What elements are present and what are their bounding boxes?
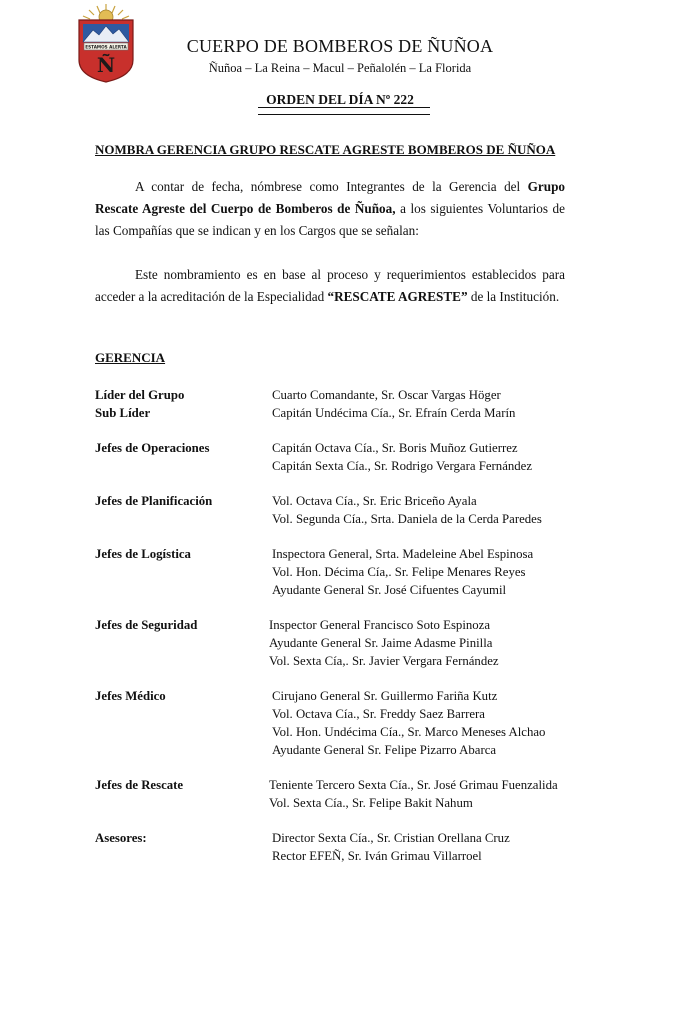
paragraph-appointment [95, 176, 565, 242]
role-label: Jefes de Operaciones [95, 441, 210, 455]
role-names [272, 386, 501, 404]
paragraph-appointment-text-c: a los siguientes Voluntarios de las Compañías que se indican y en los Cargos que se señalan: [95, 201, 566, 238]
role-member: Vol. Hon. Undécima Cía., Sr. Marco Meneses Alchao [272, 725, 546, 739]
role-row [95, 776, 595, 812]
role-row [95, 545, 595, 599]
paragraph-appointment-text-a: A contar de fecha, nómbrese como Integrantes de la Gerencia del [135, 179, 528, 194]
role-names [269, 616, 499, 670]
role-row [95, 829, 595, 865]
roster-list [95, 386, 595, 882]
role-member: Capitán Undécima Cía., Sr. Efraín Cerda Marín [272, 406, 516, 420]
role-label: Sub Líder [95, 406, 151, 420]
role-row [95, 492, 595, 528]
role-names [269, 776, 558, 812]
paragraph-basis-bold: “RESCATE AGRESTE” [327, 289, 468, 304]
role-label: Jefes Médico [95, 689, 166, 703]
role-row [95, 687, 595, 759]
order-title: ORDEN DEL DÍA Nº 222 [266, 92, 414, 107]
bomberos-nunoa-logo [75, 2, 137, 84]
role-names [272, 492, 542, 528]
role-member: Inspector General Francisco Soto Espinoza [269, 618, 491, 632]
organization-communes: Ñuñoa – La Reina – Macul – Peñalolén – La Florida [208, 61, 472, 75]
role-names [272, 404, 515, 422]
role-member: Vol. Hon. Décima Cía,. Sr. Felipe Menares Reyes [272, 565, 526, 579]
role-label: Jefes de Seguridad [95, 618, 198, 632]
role-member: Ayudante General Sr. Jaime Adasme Pinilla [269, 636, 493, 650]
role-member: Director Sexta Cía., Sr. Cristian Orellana Cruz [272, 831, 510, 845]
role-member: Capitán Octava Cía., Sr. Boris Muñoz Gutierrez [272, 441, 518, 455]
paragraph-basis [95, 264, 565, 308]
role-row [95, 404, 595, 422]
role-label: Asesores: [95, 831, 147, 845]
role-member: Capitán Sexta Cía., Sr. Rodrigo Vergara Fernández [272, 459, 533, 473]
role-member: Cirujano General Sr. Guillermo Fariña Kutz [272, 689, 498, 703]
role-member: Cuarto Comandante, Sr. Oscar Vargas Höger [272, 388, 501, 402]
role-names [272, 439, 532, 475]
section-title-gerencia: GERENCIA [95, 350, 166, 365]
role-names [272, 829, 510, 865]
organization-name: CUERPO DE BOMBEROS DE ÑUÑOA [186, 36, 494, 56]
role-names [272, 687, 545, 759]
role-row [95, 386, 595, 404]
role-member: Rector EFEÑ, Sr. Iván Grimau Villarroel [272, 849, 482, 863]
role-row [95, 439, 595, 475]
role-member: Vol. Segunda Cía., Srta. Daniela de la Cerda Paredes [272, 512, 542, 526]
paragraph-appointment-bold: Grupo Rescate Agreste del Cuerpo de Bomberos de Ñuñoa, [95, 179, 565, 216]
logo-letter: Ñ [96, 53, 116, 77]
role-member: Vol. Octava Cía., Sr. Eric Briceño Ayala [272, 494, 477, 508]
order-title-rule [258, 107, 430, 115]
role-member: Inspectora General, Srta. Madeleine Abel Espinosa [272, 547, 534, 561]
logo-motto: ESTAMOS ALERTA [85, 44, 127, 50]
role-label: Jefes de Rescate [95, 778, 184, 792]
paragraph-basis-text-a: Este nombramiento es en base al proceso y requerimientos establecidos para acceder a la acreditación de la Especialidad [95, 267, 565, 304]
role-member: Vol. Sexta Cía., Sr. Felipe Bakit Nahum [269, 796, 473, 810]
paragraph-basis-text-c: de la Institución. [467, 289, 560, 304]
role-names [272, 545, 533, 599]
role-member: Vol. Octava Cía., Sr. Freddy Saez Barrera [272, 707, 485, 721]
role-member: Vol. Sexta Cía,. Sr. Javier Vergara Fernández [269, 654, 499, 668]
role-member: Ayudante General Sr. José Cifuentes Cayumil [272, 583, 507, 597]
role-member: Ayudante General Sr. Felipe Pizarro Abarca [272, 743, 497, 757]
role-label: Jefes de Logística [95, 547, 191, 561]
document-subject: NOMBRA GERENCIA GRUPO RESCATE AGRESTE BOMBEROS DE ÑUÑOA [95, 142, 556, 157]
role-member: Teniente Tercero Sexta Cía., Sr. José Grimau Fuenzalida [269, 778, 558, 792]
role-label: Líder del Grupo [95, 388, 185, 402]
role-row [95, 616, 595, 670]
role-label: Jefes de Planificación [95, 494, 213, 508]
